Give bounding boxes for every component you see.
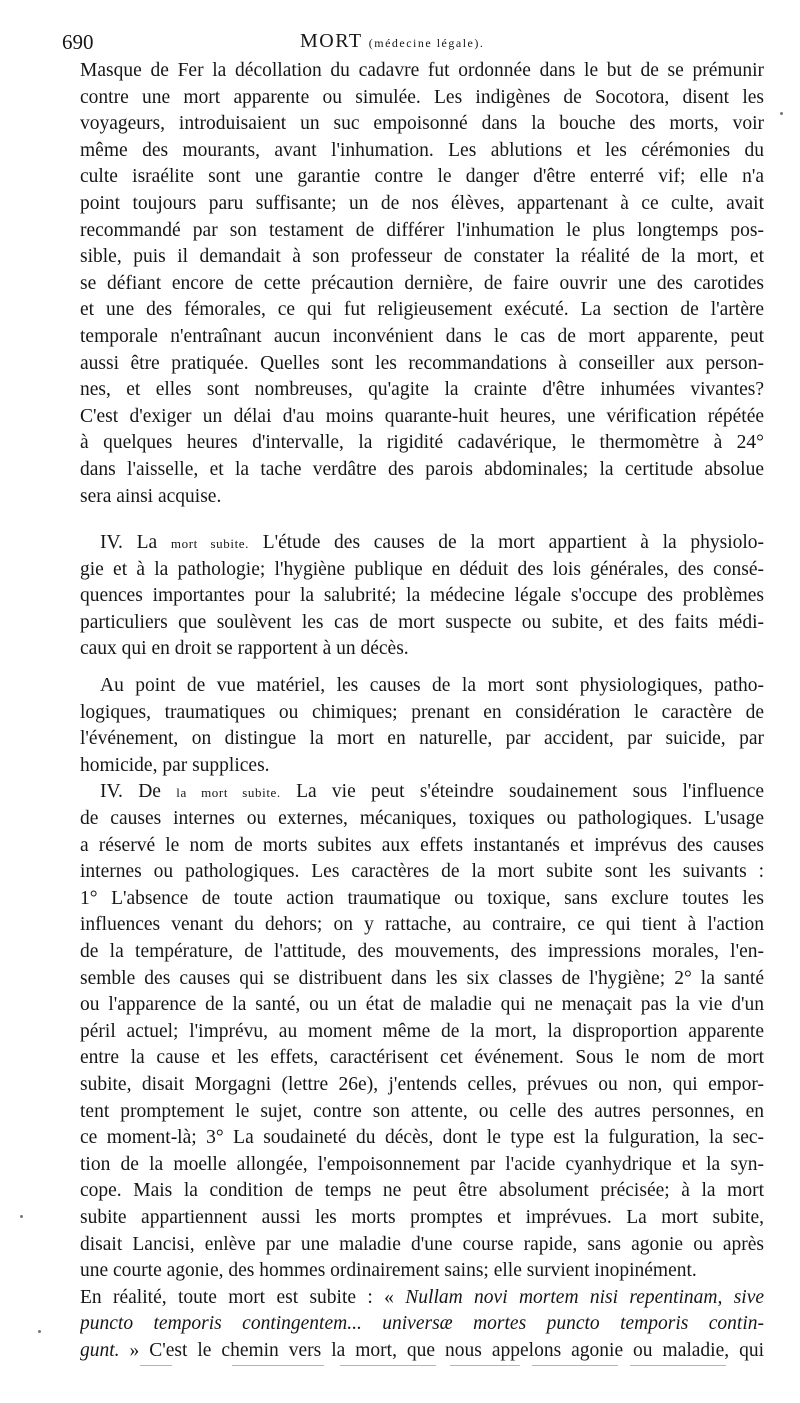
text-span: En réalité, toute mort est subite : « xyxy=(80,1286,394,1308)
text-line: de causes internes ou externes, mécaniques, toxiques ou pathologiques. L'usage xyxy=(80,808,764,830)
running-title xyxy=(300,30,484,53)
intro-paragraph xyxy=(80,58,764,510)
section-gap xyxy=(80,510,764,530)
section-mort-subite-intro xyxy=(80,530,764,779)
text-line: se défiant encore de cette précaution dernière, de faire ouvrir une des carotides xyxy=(80,272,764,294)
text-line: culte israélite sont une garantie contre le danger d'être enterré vif; elle n'a xyxy=(80,166,764,188)
scan-speck xyxy=(38,1330,41,1333)
page-number: 690 xyxy=(62,30,94,54)
footer-dash xyxy=(340,1365,436,1366)
section-heading-line xyxy=(80,779,764,806)
text-line: semble des causes qui se distribuent dans les six classes de l'hygiène; 2° la santé xyxy=(80,967,764,989)
text-line: contre une mort apparente ou simulée. Les indigènes de Socotora, disent les xyxy=(80,86,764,108)
latin-quote: Nullam novi mortem nisi repentinam, sive xyxy=(405,1286,764,1308)
text-line: de la température, de l'attitude, des mouvements, des impressions morales, l'en- xyxy=(80,941,764,962)
text-line: à quelques heures d'intervalle, la rigidité cadavérique, le thermomètre à 24° xyxy=(80,432,764,454)
footer-dash xyxy=(450,1365,520,1366)
text-line: L'étude des causes de la mort appartient à la physiolo- xyxy=(262,532,764,554)
text-line: sible, puis il demandait à son professeur de constater la réalité de la mort, et xyxy=(80,246,764,268)
text-line: et une des fémorales, ce qui fut religieusement exécuté. La section de l'artère xyxy=(80,299,764,321)
scan-speck xyxy=(20,1215,23,1218)
footer-dash xyxy=(232,1365,324,1366)
text-line: disait Lancisi, enlève par une maladie d'une course rapide, sans agonie ou après xyxy=(80,1233,764,1255)
section-de-la-mort-subite xyxy=(80,779,764,1364)
section-heading-initial: La xyxy=(136,532,158,554)
text-line: cope. Mais la condition de temps ne peut être absolument précisée; à la mort xyxy=(80,1180,764,1202)
page-body xyxy=(80,58,764,1365)
running-title-main: MORT xyxy=(300,30,363,52)
scan-speck xyxy=(780,112,783,115)
text-line: tent promptement le sujet, contre son attente, ou celle des autres personnes, en xyxy=(80,1100,764,1122)
text-line: caux qui en droit se rapportent à un décès. xyxy=(80,638,409,660)
latin-quote: gunt. xyxy=(80,1339,120,1361)
text-line: nes, et elles sont nombreuses, qu'agite la crainte d'être inhumées vivantes? xyxy=(80,379,764,401)
running-title-subtitle: (médecine légale). xyxy=(368,36,485,50)
text-line: voyageurs, introduisaient un suc empoisonné dans la bouche des morts, voir xyxy=(80,113,764,135)
text-line: l'événement, on distingue la mort en naturelle, par accident, par suicide, par xyxy=(80,728,764,750)
text-line: influences venant du dehors; on y rattache, au contraire, ce qui tient à l'action xyxy=(80,914,764,936)
text-line: ce moment-là; 3° La soudaineté du décès, dont le type est la fulguration, la sec- xyxy=(80,1127,764,1149)
text-line: C'est d'exiger un délai d'au moins quarante-huit heures, une vérification répétée xyxy=(80,405,764,427)
text-line: entre la cause et les effets, caractérisent cet événement. Sous le nom de mort xyxy=(80,1047,764,1069)
text-span: » C'est le chemin vers la mort, que nous appelons agonie ou maladie, qui xyxy=(129,1339,764,1361)
text-line: Masque de Fer la décollation du cadavre fut ordonnée dans le but de se prémunir xyxy=(80,60,764,81)
text-line: La vie peut s'éteindre soudainement sous l'influence xyxy=(296,781,764,803)
page-footer-marks xyxy=(0,1360,800,1372)
text-line: quences importantes pour la salubrité; la médecine légale s'occupe des problèmes xyxy=(80,585,764,607)
text-line: une courte agonie, des hommes ordinairement sains; elle survient inopinément. xyxy=(80,1260,697,1282)
text-line: gie et à la pathologie; l'hygiène publique en déduit des lois générales, des consé- xyxy=(80,558,764,580)
footer-dash xyxy=(140,1365,172,1366)
section-heading: mort subite. xyxy=(170,536,250,552)
section-numeral: IV. xyxy=(100,532,123,554)
section-heading: la mort subite. xyxy=(176,785,281,801)
text-line: homicide, par supplices. xyxy=(80,754,270,776)
running-header xyxy=(62,30,762,60)
text-line: sera ainsi acquise. xyxy=(80,485,222,507)
text-line: logiques, traumatiques ou chimiques; prenant en considération le caractère de xyxy=(80,701,764,723)
text-line: subite appartiennent aussi les morts promptes et imprévues. La mort subite, xyxy=(80,1206,764,1228)
text-line: subite, disait Morgagni (lettre 26e), j'entends celles, prévues ou non, qui empor- xyxy=(80,1073,764,1095)
text-line: internes ou pathologiques. Les caractères de la mort subite sont les suivants : xyxy=(80,861,764,883)
section-heading-initial: De xyxy=(138,781,161,803)
latin-quote-line: puncto temporis contingentem... universæ mortes puncto temporis contin- xyxy=(80,1313,764,1335)
text-line: Au point de vue matériel, les causes de la mort sont physiologiques, patho- xyxy=(100,675,764,697)
text-line: dans l'aisselle, et la tache verdâtre des parois abdominales; la certitude absolue xyxy=(80,458,764,480)
text-line: ou l'apparence de la santé, ou un état de maladie qui ne menaçait pas la vie d'un xyxy=(80,994,764,1016)
text-line: temporale n'entraînant aucun inconvénient dans le cas de mort apparente, peut xyxy=(80,325,764,347)
section-heading-line xyxy=(80,530,764,557)
footer-dash xyxy=(532,1365,618,1366)
paragraph-gap xyxy=(80,663,764,673)
footer-dash xyxy=(630,1365,726,1366)
section-numeral: IV. xyxy=(100,781,123,803)
text-line: péril actuel; l'imprévu, au moment même de la mort, la disproportion apparente xyxy=(80,1020,764,1042)
text-line: aussi être pratiquée. Quelles sont les recommandations à conseiller aux person- xyxy=(80,352,764,374)
text-line: même des mourants, avant l'inhumation. Les ablutions et les cérémonies du xyxy=(80,139,764,161)
text-line: a réservé le nom de morts subites aux effets instantanés et imprévus des causes xyxy=(80,834,764,856)
text-line: recommandé par son testament de différer l'inhumation le plus longtemps pos- xyxy=(80,219,764,241)
text-line xyxy=(80,1285,764,1312)
text-line: 1° L'absence de toute action traumatique ou toxique, sans exclure toutes les xyxy=(80,887,764,909)
text-line: tion de la moelle allongée, l'empoisonnement par l'acide cyanhydrique et la syn- xyxy=(80,1153,764,1175)
text-line: point toujours paru suffisante; un de nos élèves, appartenant à ce culte, avait xyxy=(80,192,764,214)
text-line: particuliers que soulèvent les cas de mort suspecte ou subite, et des faits médi- xyxy=(80,611,764,633)
